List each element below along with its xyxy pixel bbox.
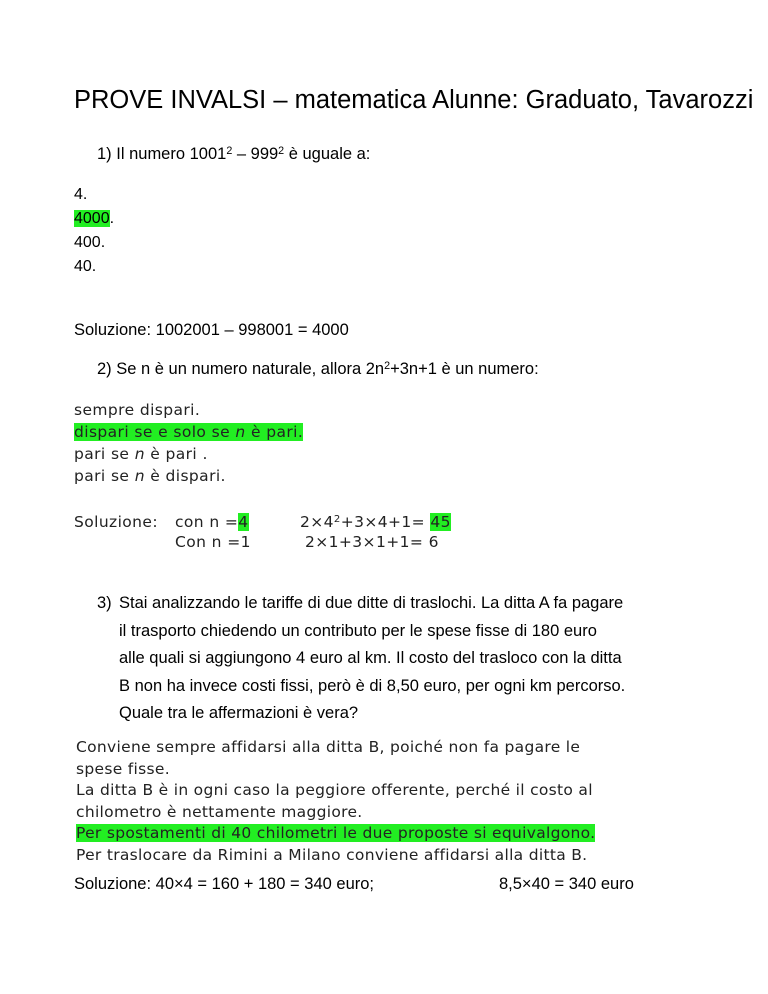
calc-text: 2×4 [300,513,334,531]
question-3-line: alle quali si aggiungono 4 euro al km. Il costo del trasloco con la ditta [119,649,622,667]
question-3-text [119,590,625,728]
question-3-line: Quale tra le affermazioni è vera? [119,704,359,722]
option-pari-se-pari [74,443,303,465]
solution-row-2-condition: Con n =1 [175,533,251,551]
question-2-suffix: +3n+1 è un numero: [390,360,539,378]
highlighted-answer [74,423,303,441]
option-400: 400. [74,234,106,251]
question-2-options [74,399,303,487]
exponent: 2 [226,144,233,157]
question-2-prefix: 2) Se n è un numero naturale, allora 2n [97,360,385,378]
option-text: pari se [74,467,135,485]
option-sempre-dispari: sempre dispari. [74,401,201,419]
solution-row-2-calc: 2×1+3×1+1= 6 [305,533,439,551]
option-text: è pari . [144,445,208,463]
option-text: è dispari. [144,467,226,485]
page-title: PROVE INVALSI – matematica Alunne: Graduato, Tavarozzi [74,86,754,114]
question-1-solution: Soluzione: 1002001 – 998001 = 4000 [74,321,349,339]
solution-row-1-condition [175,511,249,533]
question-3-line: Stai analizzando le tariffe di due ditte di traslochi. La ditta A fa pagare [119,594,624,612]
option-dispari-se-pari [74,421,303,443]
option-ditta-b-peggiore-line2: chilometro è nettamente maggiore. [76,802,363,821]
option-text: pari se [74,445,135,463]
option-40-km [76,823,595,845]
variable-n: n [134,467,145,485]
question-3-line: il trasporto chiedendo un contributo per le spese fisse di 180 euro [119,621,597,640]
option-text: dispari se e solo se [74,423,236,441]
option-period: . [109,210,115,227]
option-conviene-b-line2: spese fisse. [76,759,170,778]
highlighted-value: 4 [238,513,249,531]
question-3-solution-b: 8,5×40 = 340 euro [499,875,634,893]
exponent: 2 [333,513,341,525]
question-1-mid: – 999 [232,145,279,163]
exponent: 2 [384,359,391,372]
option-rimini-milano: Per traslocare da Rimini a Milano conviene affidarsi alla ditta B. [76,845,588,864]
option-pari-se-dispari [74,465,303,487]
question-3-line: B non ha invece costi fissi, però è di 8,50 euro, per ogni km percorso. [119,676,626,695]
question-2-solution-label: Soluzione: [74,513,158,531]
variable-n: n [235,423,246,441]
question-1-suffix: è uguale a: [284,145,371,163]
highlighted-answer: 4000 [74,210,110,227]
highlighted-result: 45 [430,513,451,531]
option-text: è pari. [245,423,304,441]
question-1-prefix: 1) Il numero 1001 [97,145,227,163]
option-ditta-b-peggiore-line1: La ditta B è in ogni caso la peggiore offerente, perché il costo al [76,781,593,799]
option-4: 4. [74,186,88,203]
variable-n: n [134,445,145,463]
question-1-options [74,183,114,279]
option-conviene-b-line1: Conviene sempre affidarsi alla ditta B, poiché non fa pagare le [76,738,581,756]
calc-text: +3×4+1= [340,513,431,531]
option-4000 [74,207,114,231]
highlighted-answer: Per spostamenti di 40 chilometri le due proposte si equivalgono. [76,824,596,842]
question-3-solution-a: Soluzione: 40×4 = 160 + 180 = 340 euro; [74,875,374,893]
question-2-text [97,360,539,379]
condition-text: con n = [175,513,239,531]
solution-row-1-calc [300,511,451,533]
question-1-text [97,145,370,164]
option-40: 40. [74,258,97,275]
exponent: 2 [278,144,285,157]
question-3-number: 3) [97,594,112,612]
question-3-options [76,737,595,866]
